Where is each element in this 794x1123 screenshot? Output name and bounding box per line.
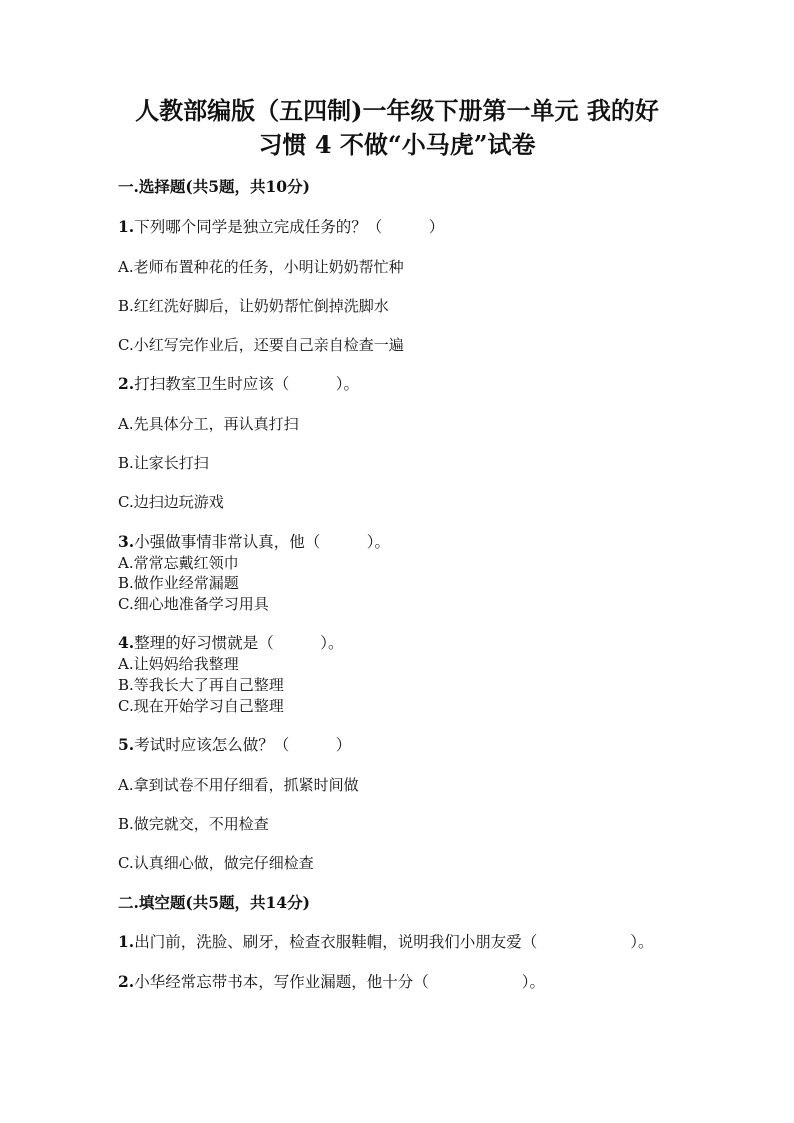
question-number: 1. — [118, 217, 135, 236]
question-1 — [118, 217, 444, 237]
question-number: 3. — [118, 532, 135, 551]
question-text: 下列哪个同学是独立完成任务的？（ ） — [134, 218, 445, 236]
question-number: 2. — [118, 972, 135, 991]
question-number: 5. — [118, 735, 135, 754]
question-text: 整理的好习惯就是（ ）。 — [134, 634, 344, 652]
option-a: A.先具体分工，再认真打扫 — [118, 415, 299, 433]
option-a: A.常常忘戴红领巾 — [118, 554, 239, 572]
option-a: A.老师布置种花的任务，小明让奶奶帮忙种 — [118, 258, 404, 276]
option-a: A.让妈妈给我整理 — [118, 655, 239, 673]
option-b: B.让家长打扫 — [118, 454, 209, 472]
question-number: 2. — [118, 374, 135, 393]
question-text: 小华经常忘带书本，写作业漏题，他十分（ ）。 — [134, 973, 545, 991]
question-text: 打扫教室卫生时应该（ ）。 — [134, 375, 359, 393]
option-b: B.做作业经常漏题 — [118, 574, 239, 592]
option-b: B.等我长大了再自己整理 — [118, 676, 284, 694]
option-c: C.认真细心做，做完仔细检查 — [118, 854, 314, 872]
option-c: C.小红写完作业后，还要自己亲自检查一遍 — [118, 336, 404, 354]
option-c: C.边扫边玩游戏 — [118, 493, 224, 511]
option-b: B.做完就交，不用检查 — [118, 815, 269, 833]
fill-question-1 — [118, 932, 653, 952]
option-c: C.细心地准备学习用具 — [118, 595, 269, 613]
question-text: 出门前，洗脸、刷牙，检查衣服鞋帽，说明我们小朋友爱（ ）。 — [134, 933, 654, 951]
question-text: 考试时应该怎么做？（ ） — [134, 736, 352, 754]
question-3 — [118, 532, 390, 552]
fill-question-2 — [118, 972, 545, 992]
section-heading-choice: 一.选择题(共5题，共10分) — [118, 177, 310, 196]
question-number: 1. — [118, 932, 135, 951]
option-c: C.现在开始学习自己整理 — [118, 697, 284, 715]
question-5 — [118, 735, 351, 755]
question-4 — [118, 633, 343, 653]
section-heading-fill-in: 二.填空题(共5题，共14分) — [118, 893, 310, 912]
exam-title-line-1: 人教部编版（五四制)一年级下册第一单元 我的好 — [135, 96, 659, 125]
option-b: B.红红洗好脚后，让奶奶帮忙倒掉洗脚水 — [118, 297, 389, 315]
question-text: 小强做事情非常认真，他（ ）。 — [134, 533, 390, 551]
exam-title-line-2: 习惯 4 不做“小马虎”试卷 — [258, 130, 536, 159]
question-2 — [118, 374, 359, 394]
question-number: 4. — [118, 633, 135, 652]
option-a: A.拿到试卷不用仔细看，抓紧时间做 — [118, 776, 359, 794]
